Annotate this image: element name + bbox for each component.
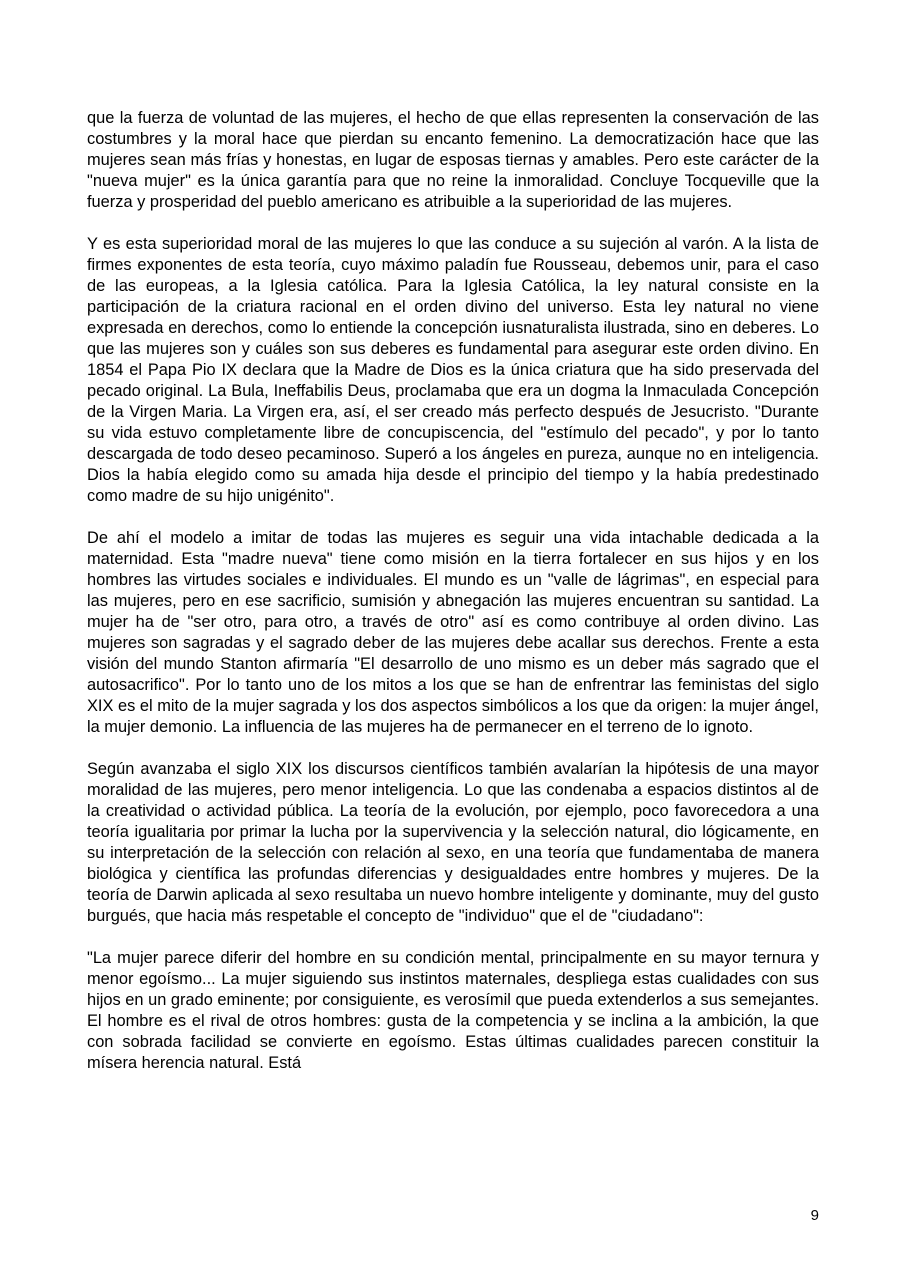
body-text [87,108,819,1074]
paragraph-iglesia-catolica: Y es esta superioridad moral de las mujeres lo que las conduce a su sujeción al varón. A la lista de firmes exponentes de esta teoría, cuyo máximo paladín fue Rousseau, debemos unir, para el caso de las europeas, a la Iglesia católica. Para la Iglesia Católica, la ley natural consiste en la participación de la criatura racional en el orden divino del universo. Esta ley natural no viene expresada en derechos, como lo entiende la concepción iusnaturalista ilustrada, sino en deberes. Lo que las mujeres son y cuáles son sus deberes es fundamental para asegurar este orden divino. En 1854 el Papa Pio IX declara que la Madre de Dios es la única criatura que ha sido preservada del pecado original. La Bula, Ineffabilis Deus, proclamaba que era un dogma la Inmaculada Concepción de la Virgen Maria. La Virgen era, así, el ser creado más perfecto después de Jesucristo. "Durante su vida estuvo completamente libre de concupiscencia, del "estímulo del pecado", y por lo tanto descargada de todo deseo pecaminoso. Superó a los ángeles en pureza, aunque no en inteligencia. Dios la había elegido como su amada hija desde el principio del tiempo y la había predestinado como madre de su hijo unigénito". [87,235,819,505]
paragraph-quote: "La mujer parece diferir del hombre en su condición mental, principalmente en su mayor ternura y menor egoísmo... La mujer siguiendo sus instintos maternales, despliega estas cualidades con sus hijos en un grado eminente; por consiguiente, es verosímil que pueda extenderlos a sus semejantes. El hombre es el rival de otros hombres: gusta de la competencia y se inclina a la ambición, la que con sobrada facilidad se convierte en egoísmo. Estas últimas cualidades parecen constituir la mísera herencia natural. Está [87,949,819,1072]
paragraph-tocqueville: que la fuerza de voluntad de las mujeres, el hecho de que ellas representen la conservación de las costumbres y la moral hace que pierdan su encanto femenino. La democratización hace que las mujeres sean más frías y honestas, en lugar de esposas tiernas y amables. Pero este carácter de la "nueva mujer" es la única garantía para que no reine la inmoralidad. Concluye Tocqueville que la fuerza y prosperidad del pueblo americano es atribuible a la superioridad de las mujeres. [87,109,819,211]
paragraph-madre-nueva: De ahí el modelo a imitar de todas las mujeres es seguir una vida intachable dedicada a la maternidad. Esta "madre nueva" tiene como misión en la tierra fortalecer en sus hijos y en los hombres las virtudes sociales e individuales. El mundo es un "valle de lágrimas", en especial para las mujeres, pero en ese sacrificio, sumisión y abnegación las mujeres encuentran su santidad. La mujer ha de "ser otro, para otro, a través de otro" así es como contribuye al orden divino. Las mujeres son sagradas y el sagrado deber de las mujeres debe acallar sus derechos. Frente a esta visión del mundo Stanton afirmaría "El desarrollo de uno mismo es un deber más sagrado que el autosacrifico". Por lo tanto uno de los mitos a los que se han de enfrentrar las feministas del siglo XIX es el mito de la mujer sagrada y los dos aspectos simbólicos a los que da origen: la mujer ángel, la mujer demonio. La influencia de las mujeres ha de permanecer en el terreno de lo ignoto. [87,529,819,736]
paragraph-darwin: Según avanzaba el siglo XIX los discursos científicos también avalarían la hipótesis de una mayor moralidad de las mujeres, pero menor inteligencia. Lo que las condenaba a espacios distintos al de la creatividad o actividad pública. La teoría de la evolución, por ejemplo, poco favorecedora a una teoría igualitaria por primar la lucha por la supervivencia y la selección natural, dio lógicamente, en su interpretación de la selección con relación al sexo, en una teoría que fundamentaba de manera biológica y científica las profundas diferencias y desigualdades entre hombres y mujeres. De la teoría de Darwin aplicada al sexo resultaba un nuevo hombre inteligente y dominante, muy del gusto burgués, que hacia más respetable el concepto de "individuo" que el de "ciudadano": [87,760,819,925]
page-number: 9 [810,1207,819,1224]
